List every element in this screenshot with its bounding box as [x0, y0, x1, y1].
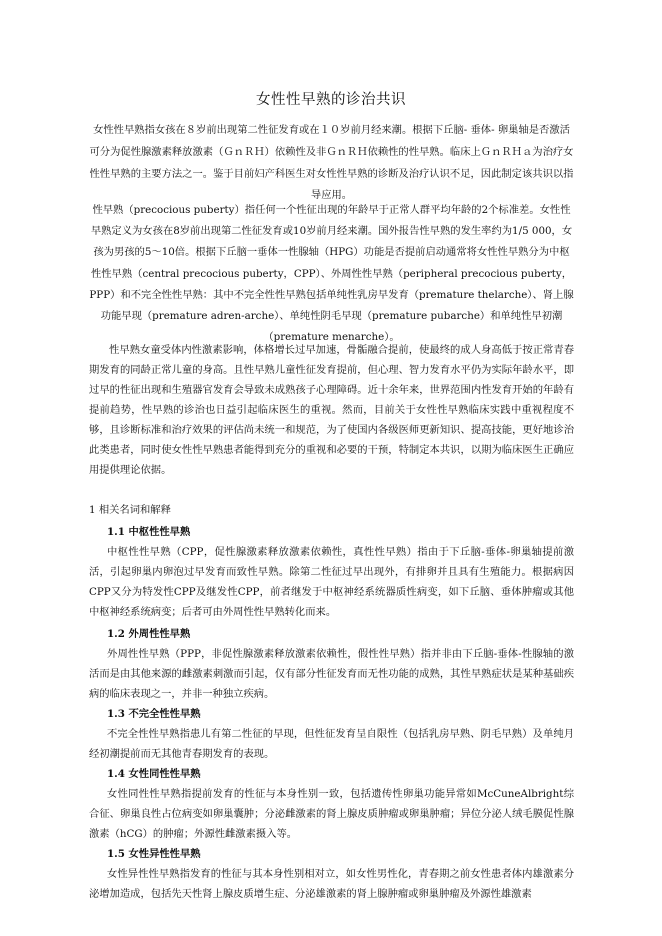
section-heading: 1 相关名词和解释 — [89, 504, 171, 516]
subsection-text: 中枢性性早熟（CPP，促性腺激素释放激素依赖性，真性性早熟）指由于下丘脑-垂体-卵巢轴提前激活，引起卵巢内卵泡过早发育而致性早熟。除第二性征过早出现外，有排卵并且具有生殖能力。根据病因CPP又分为特发性CPP及继发性CPP，前者继发于中枢神经系统器质性病变，如下丘脑、垂体肿瘤或其他中枢神经系统病变；后者可由外周性性早熟转化而来。 — [89, 546, 574, 618]
subsection-heading: 1.5 女性异性性早熟 — [107, 848, 201, 860]
subsection-heading: 1.4 女性同性性早熟 — [107, 768, 201, 780]
subsection-heading: 1.1 中枢性性早熟 — [107, 526, 191, 538]
subsection-heading: 1.2 外周性性早熟 — [107, 628, 191, 640]
subsection-heading: 1.3 不完全性性早熟 — [107, 708, 201, 720]
subsection-text: 女性同性性早熟指提前发育的性征与本身性别一致，包括遗传性卵巢功能异常如McCuneAlbright综合征、卵巢良性占位病变如卵巢囊肿；分泌雌激素的肾上腺皮质肿瘤或卵巢肿瘤；异位分泌人绒毛膜促性腺激素（hCG）的肿瘤；外源性雌激素摄入等。 — [89, 788, 574, 840]
subsection-text: 不完全性性早熟指患儿有第二性征的早现，但性征发育呈自限性（包括乳房早熟、阴毛早熟）及单纯月经初潮提前而无其他青春期发育的表现。 — [89, 728, 574, 760]
document-title: 女性性早熟的诊治共识 — [256, 92, 406, 108]
subsection-cpp — [89, 522, 574, 622]
subsection-isosexual — [89, 764, 574, 844]
subsection-text: 女性异性性早熟指发育的性征与其本身性别相对立，如女性男性化，青春期之前女性患者体内雄激素分泌增加造成，包括先天性肾上腺皮质增生症、分泌雄激素的肾上腺肿瘤或卵巢肿瘤及外源性雄激素 — [89, 868, 574, 900]
abstract-paragraph: 女性性早熟指女孩在８岁前出现第二性征发育或在１０岁前月经来潮。根据下丘脑- 垂体- 卵巢轴是否激活可分为促性腺激素释放激素（ＧｎＲＨ）依赖性及非ＧｎＲＨ依赖性的性早熟。临床上ＧｎＲＨａ为治疗女性性早熟的主要方法之一。鉴于目前妇产科医生对女性性早熟的诊断及治疗认识不足，因此制定该共识以指导应用。 — [89, 124, 574, 202]
subsection-incomplete — [89, 704, 574, 764]
subsection-ppp — [89, 624, 574, 704]
body-paragraph: 性早熟女童受体内性激素影响，体格增长过早加速，骨骺融合提前，使最终的成人身高低于按正常青春期发育的同龄正常儿童的身高。且性早熟儿童性征发育提前，但心理、智力发育水平仍为实际年龄水平，即过早的性征出现和生殖器官发育会导致未成熟孩子心理障碍。近十余年来，世界范围内性发育开始的年龄有提前趋势，性早熟的诊治也日益引起临床医生的重视。然而，目前关于女性性早熟临床实践中重视程度不够，且诊断标准和治疗效果的评估尚未统一和规范，为了使国内各级医师更新知识、提高技能，更好地诊治此类患者，同时使女性性早熟患者能得到充分的重视和必要的干预，特制定本共识，以期为临床医生正确应用提供理论依据。 — [89, 344, 574, 476]
definition-paragraph: 性早熟（precocious puberty）指任何一个性征出现的年龄早于正常人群平均年龄的2个标准差。女性性早熟定义为女孩在8岁前出现第二性征发育或10岁前月经来潮。国外报告性早熟的发生率约为1/5 000，女孩为男孩的5〜10倍。根据下丘脑一垂体一性腺轴（HPG）功能是否提前启动通常将女性性早熟分为中枢性性早熟（central precocious puberty，CPP）、外周性性早熟（peripheral precocious puberty，PPP）和不完全性性早熟：其中不完全性性早熟包括单纯性乳房早发育（premature thelarche）、肾上腺功能早现（premature adren-arche）、单纯性阴毛早现（premature pubarche）和单纯性早初潮（premature menarche）。 — [89, 204, 574, 344]
subsection-heterosexual — [89, 844, 574, 904]
subsection-text: 外周性性早熟（PPP，非促性腺激素释放激素依赖性，假性性早熟）指并非由下丘脑-垂体-性腺轴的激活而是由其他来源的雌激素刺激而引起，仅有部分性征发育而无性功能的成熟，其性早熟症状是某种基础疾病的临床表现之一，并非一种独立疾病。 — [89, 648, 574, 700]
